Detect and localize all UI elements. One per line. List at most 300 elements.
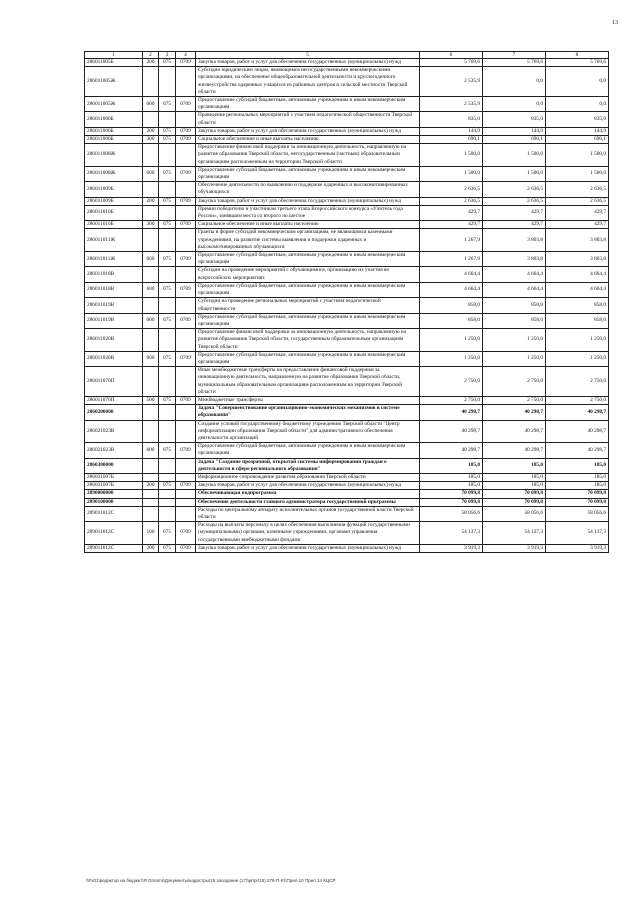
expense-type: 600 — [143, 313, 159, 328]
amount-year-3: 4 664,4 — [546, 282, 609, 297]
amount-year-1: 1 250,0 — [420, 351, 483, 366]
ministry-code — [159, 229, 176, 252]
row-code: 286011008Ж — [85, 144, 143, 167]
amount-year-1: 70 099,8 — [420, 490, 483, 498]
row-description: Расходы на выплаты персоналу в целях обеспечения выполнения функций государственными (муниципальными) органами, казенными учреждениями, органами управления государственными внебюджетными фондами — [196, 522, 420, 545]
table-row — [85, 420, 609, 443]
amount-year-2: 185,0 — [483, 458, 546, 473]
row-description: Предоставление субсидий бюджетным, автономным учреждениям и иным некоммерческим организациям — [196, 351, 420, 366]
column-number-row — [85, 52, 609, 59]
row-code: 286011019В — [85, 298, 143, 313]
table-row — [85, 127, 609, 135]
amount-year-1: 3 919,3 — [420, 544, 483, 552]
amount-year-3: 0,0 — [546, 97, 609, 112]
amount-year-1: 429,7 — [420, 205, 483, 220]
table-row — [85, 229, 609, 252]
section-code: 0709 — [176, 59, 196, 67]
table-row — [85, 97, 609, 112]
row-code: 2890100000 — [85, 498, 143, 506]
table-row — [85, 166, 609, 181]
amount-year-1: 185,0 — [420, 473, 483, 481]
row-description: Межбюджетные трансферты — [196, 396, 420, 404]
amount-year-2: 858,0 — [483, 313, 546, 328]
table-row — [85, 252, 609, 267]
column-header: 2 — [143, 52, 159, 59]
row-description: Расходы по центральному аппарату исполнительных органов государственной власти Тверской области — [196, 506, 420, 521]
expense-type — [143, 112, 159, 127]
ministry-code — [159, 182, 176, 197]
expense-type — [143, 473, 159, 481]
amount-year-1: 2 750,0 — [420, 367, 483, 397]
amount-year-2: 858,0 — [483, 298, 546, 313]
section-code — [176, 205, 196, 220]
amount-year-1: 429,7 — [420, 221, 483, 229]
section-code — [176, 112, 196, 127]
amount-year-1: 1 500,0 — [420, 166, 483, 181]
amount-year-1: 5 769,6 — [420, 59, 483, 67]
row-description: Задача "Создание прозрачной, открытой системы информирования граждан о деятельности в сфере регионального образования" — [196, 458, 420, 473]
amount-year-3: 429,7 — [546, 205, 609, 220]
section-code: 0709 — [176, 443, 196, 458]
row-description: Закупка товаров, работ и услуг для обеспечения государственных (муниципальных) нужд — [196, 59, 420, 67]
row-code: 289011012С — [85, 544, 143, 552]
amount-year-3: 429,7 — [546, 221, 609, 229]
amount-year-3: 185,0 — [546, 482, 609, 490]
table-row — [85, 405, 609, 420]
row-code: 286011010Б — [85, 205, 143, 220]
row-description: Задача "Совершенствование организационно-экономических механизмов в системе образования" — [196, 405, 420, 420]
table-row — [85, 482, 609, 490]
table-row — [85, 506, 609, 521]
row-description: Создание условий государственному бюджетному учреждению Тверской области "Центр информатизации образования Тверской области" для административного обеспечения деятельности организаций — [196, 420, 420, 443]
table-row — [85, 458, 609, 473]
row-description: Закупка товаров, работ и услуг для обеспечения государственных (муниципальных) нужд — [196, 544, 420, 552]
expense-type: 200 — [143, 482, 159, 490]
row-code: 286011018В — [85, 267, 143, 282]
amount-year-1: 2 636,5 — [420, 197, 483, 205]
section-code: 0709 — [176, 313, 196, 328]
amount-year-1: 1 267,9 — [420, 252, 483, 267]
section-code: 0709 — [176, 282, 196, 297]
amount-year-1: 2 750,0 — [420, 396, 483, 404]
section-code — [176, 420, 196, 443]
amount-year-3: 40 298,7 — [546, 405, 609, 420]
row-code: 286011020В — [85, 329, 143, 352]
amount-year-2: 2 750,0 — [483, 367, 546, 397]
ministry-code — [159, 506, 176, 521]
ministry-code: 075 — [159, 97, 176, 112]
row-description: Предоставление финансовой поддержки за инновационную деятельность, направленную на развитие образования Тверской области, государственным образовательным организациям Тверской области — [196, 329, 420, 352]
amount-year-1: 185,0 — [420, 458, 483, 473]
row-description: Проведение региональных мероприятий с участием педагогической общественности Тверской области — [196, 112, 420, 127]
section-code — [176, 329, 196, 352]
amount-year-2: 1 500,0 — [483, 166, 546, 181]
amount-year-2: 3 803,8 — [483, 252, 546, 267]
table-row — [85, 267, 609, 282]
section-code — [176, 498, 196, 506]
row-code: 286011010Б — [85, 221, 143, 229]
amount-year-2: 3 919,3 — [483, 544, 546, 552]
ministry-code — [159, 490, 176, 498]
ministry-code: 075 — [159, 396, 176, 404]
row-description: Предоставление субсидий бюджетным, автономным учреждениям и иным некоммерческим организациям — [196, 443, 420, 458]
amount-year-3: 58 056,6 — [546, 506, 609, 521]
amount-year-1: 40 298,7 — [420, 420, 483, 443]
table-row — [85, 498, 609, 506]
row-description: Гранты в форме субсидий некоммерческим организациям, не являющимся казенными учреждениями, на развитие системы выявления и поддержки одаренных и высокомотивированных обучающихся — [196, 229, 420, 252]
amount-year-2: 1 250,0 — [483, 329, 546, 352]
section-code — [176, 229, 196, 252]
row-code: 286011076П — [85, 367, 143, 397]
amount-year-2: 3 803,8 — [483, 229, 546, 252]
amount-year-1: 185,0 — [420, 482, 483, 490]
expense-type: 200 — [143, 197, 159, 205]
amount-year-2: 144,9 — [483, 127, 546, 135]
ministry-code — [159, 405, 176, 420]
amount-year-3: 3 919,3 — [546, 544, 609, 552]
amount-year-3: 1 250,0 — [546, 351, 609, 366]
amount-year-2: 0,0 — [483, 67, 546, 97]
section-code — [176, 267, 196, 282]
table-row — [85, 298, 609, 313]
table-row — [85, 396, 609, 404]
amount-year-1: 70 099,8 — [420, 498, 483, 506]
amount-year-2: 185,0 — [483, 473, 546, 481]
amount-year-3: 185,0 — [546, 473, 609, 481]
section-code: 0709 — [176, 136, 196, 144]
amount-year-3: 858,0 — [546, 298, 609, 313]
ministry-code: 075 — [159, 522, 176, 545]
ministry-code — [159, 367, 176, 397]
amount-year-2: 4 664,4 — [483, 267, 546, 282]
row-description: Социальное обеспечение и иные выплаты населению — [196, 136, 420, 144]
row-code: 286031007Б — [85, 482, 143, 490]
row-code: 2860200000 — [85, 405, 143, 420]
row-code: 286011009Б — [85, 182, 143, 197]
row-code: 286011019В — [85, 313, 143, 328]
amount-year-1: 144,9 — [420, 127, 483, 135]
amount-year-2: 58 056,6 — [483, 506, 546, 521]
row-code: 286011005Б — [85, 59, 143, 67]
expense-type — [143, 458, 159, 473]
amount-year-3: 3 803,8 — [546, 229, 609, 252]
amount-year-3: 2 636,5 — [546, 182, 609, 197]
expense-type — [143, 182, 159, 197]
amount-year-2: 40 298,7 — [483, 420, 546, 443]
amount-year-1: 1 267,9 — [420, 229, 483, 252]
expense-type: 200 — [143, 127, 159, 135]
row-description: Обеспечение деятельности главного администратора государственной программы — [196, 498, 420, 506]
footer-file-path: \\Fs01\редактор на бюджет\Я Оплата\Документы\кадастры\18 заседание (17)\pr\pr\18) 276-П-Ю\Прил 10 Прил 14 КЦСР — [86, 878, 336, 883]
amount-year-3: 40 298,7 — [546, 443, 609, 458]
ministry-code — [159, 498, 176, 506]
amount-year-2: 0,0 — [483, 97, 546, 112]
amount-year-3: 3 803,8 — [546, 252, 609, 267]
ministry-code — [159, 205, 176, 220]
row-description: Закупка товаров, работ и услуг для обеспечения государственных (муниципальных) нужд — [196, 482, 420, 490]
ministry-code — [159, 112, 176, 127]
row-code: 286011020В — [85, 351, 143, 366]
amount-year-2: 2 636,5 — [483, 182, 546, 197]
table-row — [85, 473, 609, 481]
column-header: 3 — [159, 52, 176, 59]
expense-type: 500 — [143, 396, 159, 404]
amount-year-3: 1 250,0 — [546, 329, 609, 352]
column-header: 7 — [483, 52, 546, 59]
amount-year-3: 2 750,0 — [546, 396, 609, 404]
table-row — [85, 205, 609, 220]
amount-year-3: 858,0 — [546, 313, 609, 328]
column-header: 8 — [546, 52, 609, 59]
section-code: 0709 — [176, 197, 196, 205]
section-code — [176, 367, 196, 397]
row-code: 2860300000 — [85, 458, 143, 473]
ministry-code — [159, 329, 176, 352]
amount-year-3: 1 500,0 — [546, 144, 609, 167]
row-description: Социальное обеспечение и иные выплаты населению — [196, 221, 420, 229]
row-description: Субсидии на проведение мероприятий с обучающимися, организацию их участия во всероссийских мероприятиях — [196, 267, 420, 282]
table-row — [85, 367, 609, 397]
ministry-code: 075 — [159, 482, 176, 490]
row-description: Закупка товаров, работ и услуг для обеспечения государственных (муниципальных) нужд — [196, 127, 420, 135]
amount-year-1: 1 500,0 — [420, 144, 483, 167]
row-description: Предоставление субсидий бюджетным, автономным учреждениям и иным некоммерческим организациям — [196, 166, 420, 181]
section-code — [176, 67, 196, 97]
table-row — [85, 522, 609, 545]
amount-year-2: 690,1 — [483, 136, 546, 144]
row-code: 286011011Ж — [85, 229, 143, 252]
ministry-code — [159, 67, 176, 97]
amount-year-3: 690,1 — [546, 136, 609, 144]
section-code — [176, 298, 196, 313]
expense-type — [143, 405, 159, 420]
ministry-code: 075 — [159, 282, 176, 297]
column-header: 1 — [85, 52, 143, 59]
table-row — [85, 197, 609, 205]
row-description: Предоставление субсидий бюджетным, автономным учреждениям и иным некоммерческим организациям — [196, 313, 420, 328]
table-row — [85, 329, 609, 352]
ministry-code — [159, 458, 176, 473]
row-code: 286011005Ж — [85, 67, 143, 97]
row-description: Предоставление субсидий бюджетным, автономным учреждениям и иным некоммерческим организациям — [196, 97, 420, 112]
row-code: 286011006Б — [85, 127, 143, 135]
expense-type: 600 — [143, 252, 159, 267]
expense-type: 200 — [143, 59, 159, 67]
section-code: 0709 — [176, 522, 196, 545]
ministry-code: 075 — [159, 443, 176, 458]
expense-type — [143, 506, 159, 521]
row-description: Информационное сопровождение развития образования Тверской области — [196, 473, 420, 481]
expense-type: 600 — [143, 166, 159, 181]
expense-type — [143, 420, 159, 443]
amount-year-3: 4 664,4 — [546, 267, 609, 282]
table-row — [85, 136, 609, 144]
amount-year-2: 429,7 — [483, 221, 546, 229]
column-header: 4 — [176, 52, 196, 59]
amount-year-1: 4 664,4 — [420, 267, 483, 282]
amount-year-1: 54 137,3 — [420, 522, 483, 545]
column-header: 6 — [420, 52, 483, 59]
amount-year-1: 858,0 — [420, 313, 483, 328]
expense-type: 600 — [143, 351, 159, 366]
table-row — [85, 351, 609, 366]
row-code: 286011011Ж — [85, 252, 143, 267]
expense-type: 100 — [143, 522, 159, 545]
expense-type: 200 — [143, 544, 159, 552]
budget-table — [84, 51, 609, 553]
table-row — [85, 59, 609, 67]
amount-year-1: 1 250,0 — [420, 329, 483, 352]
row-description: Субсидии юридическим лицам, являющимся негосударственными некоммерческими организациями, на обеспечение общеобразовательной деятельности и круглогодичного жизнеустройства одаренных учащихся из районных центров и сельской местности Тверской области — [196, 67, 420, 97]
section-code — [176, 405, 196, 420]
amount-year-2: 429,7 — [483, 205, 546, 220]
row-code: 286011076П — [85, 396, 143, 404]
row-description: Обеспечивающая подпрограмма — [196, 490, 420, 498]
row-code: 2890000000 — [85, 490, 143, 498]
section-code: 0709 — [176, 97, 196, 112]
expense-type — [143, 329, 159, 352]
amount-year-2: 54 137,3 — [483, 522, 546, 545]
row-code: 286021023В — [85, 420, 143, 443]
amount-year-3: 835,0 — [546, 112, 609, 127]
expense-type — [143, 267, 159, 282]
amount-year-3: 2 750,0 — [546, 367, 609, 397]
section-code — [176, 506, 196, 521]
section-code: 0709 — [176, 166, 196, 181]
section-code: 0709 — [176, 221, 196, 229]
expense-type — [143, 490, 159, 498]
table-row — [85, 282, 609, 297]
row-description: Предоставление субсидий бюджетным, автономным учреждениям и иным некоммерческим организациям — [196, 282, 420, 297]
amount-year-1: 2 535,9 — [420, 97, 483, 112]
ministry-code: 075 — [159, 351, 176, 366]
table-row — [85, 544, 609, 552]
amount-year-1: 40 298,7 — [420, 405, 483, 420]
expense-type — [143, 367, 159, 397]
ministry-code: 075 — [159, 59, 176, 67]
ministry-code — [159, 473, 176, 481]
section-code — [176, 458, 196, 473]
expense-type — [143, 229, 159, 252]
expense-type — [143, 67, 159, 97]
section-code — [176, 490, 196, 498]
row-code: 286011009Б — [85, 197, 143, 205]
amount-year-3: 5 769,6 — [546, 59, 609, 67]
amount-year-1: 58 056,6 — [420, 506, 483, 521]
ministry-code: 075 — [159, 197, 176, 205]
row-code: 289011012С — [85, 506, 143, 521]
amount-year-1: 835,0 — [420, 112, 483, 127]
table-row — [85, 221, 609, 229]
row-code: 286011005Ж — [85, 97, 143, 112]
ministry-code: 075 — [159, 313, 176, 328]
row-code: 286011006Б — [85, 112, 143, 127]
expense-type: 600 — [143, 97, 159, 112]
section-code: 0709 — [176, 127, 196, 135]
expense-type — [143, 205, 159, 220]
table-body — [85, 59, 609, 553]
table-row — [85, 490, 609, 498]
expense-type: 300 — [143, 136, 159, 144]
ministry-code: 075 — [159, 136, 176, 144]
expense-type — [143, 498, 159, 506]
amount-year-1: 690,1 — [420, 136, 483, 144]
ministry-code: 075 — [159, 166, 176, 181]
section-code — [176, 144, 196, 167]
expense-type — [143, 298, 159, 313]
section-code: 0709 — [176, 482, 196, 490]
amount-year-2: 2 636,5 — [483, 197, 546, 205]
amount-year-2: 70 099,8 — [483, 498, 546, 506]
expense-type: 600 — [143, 443, 159, 458]
row-description: Субсидии на проведение региональных мероприятий с участием педагогической общественности — [196, 298, 420, 313]
amount-year-3: 54 137,3 — [546, 522, 609, 545]
amount-year-3: 70 099,8 — [546, 490, 609, 498]
table-row — [85, 443, 609, 458]
ministry-code: 075 — [159, 221, 176, 229]
table-row — [85, 112, 609, 127]
amount-year-1: 2 636,5 — [420, 182, 483, 197]
row-code: 289011012С — [85, 522, 143, 545]
section-code: 0709 — [176, 396, 196, 404]
row-code: 286011018В — [85, 282, 143, 297]
amount-year-2: 1 250,0 — [483, 351, 546, 366]
row-description: Обеспечение деятельности по выявлению и поддержке одаренных и высокомотивированных обучающихся — [196, 182, 420, 197]
amount-year-2: 40 298,7 — [483, 443, 546, 458]
row-description: Закупка товаров, работ и услуг для обеспечения государственных (муниципальных) нужд — [196, 197, 420, 205]
amount-year-3: 1 500,0 — [546, 166, 609, 181]
amount-year-2: 2 750,0 — [483, 396, 546, 404]
amount-year-1: 858,0 — [420, 298, 483, 313]
amount-year-2: 185,0 — [483, 482, 546, 490]
section-code — [176, 473, 196, 481]
amount-year-1: 4 664,4 — [420, 282, 483, 297]
expense-type — [143, 144, 159, 167]
ministry-code — [159, 267, 176, 282]
row-code: 286011008Ж — [85, 166, 143, 181]
amount-year-3: 144,9 — [546, 127, 609, 135]
amount-year-2: 4 664,4 — [483, 282, 546, 297]
amount-year-2: 40 298,7 — [483, 405, 546, 420]
expense-type: 600 — [143, 282, 159, 297]
ministry-code: 075 — [159, 127, 176, 135]
ministry-code: 075 — [159, 252, 176, 267]
row-description: Предоставление финансовой поддержки за инновационную деятельность, направленную на развитие образования Тверской области, негосударственным (частным) образовательным организациям расположенным на территории Тверской области — [196, 144, 420, 167]
amount-year-2: 70 099,8 — [483, 490, 546, 498]
amount-year-3: 40 298,7 — [546, 420, 609, 443]
section-code: 0709 — [176, 351, 196, 366]
ministry-code — [159, 420, 176, 443]
column-header: 5 — [196, 52, 420, 59]
ministry-code — [159, 144, 176, 167]
row-description: Предоставление субсидий бюджетным, автономным учреждениям и иным некоммерческим организациям — [196, 252, 420, 267]
expense-type: 300 — [143, 221, 159, 229]
amount-year-3: 185,0 — [546, 458, 609, 473]
page-number: 13 — [612, 20, 618, 26]
amount-year-3: 2 636,5 — [546, 197, 609, 205]
table-row — [85, 144, 609, 167]
amount-year-3: 0,0 — [546, 67, 609, 97]
amount-year-2: 835,0 — [483, 112, 546, 127]
section-code: 0709 — [176, 544, 196, 552]
amount-year-1: 40 298,7 — [420, 443, 483, 458]
ministry-code: 075 — [159, 544, 176, 552]
table-row — [85, 182, 609, 197]
amount-year-1: 2 535,9 — [420, 67, 483, 97]
table-row — [85, 313, 609, 328]
amount-year-2: 1 500,0 — [483, 144, 546, 167]
amount-year-2: 5 769,6 — [483, 59, 546, 67]
